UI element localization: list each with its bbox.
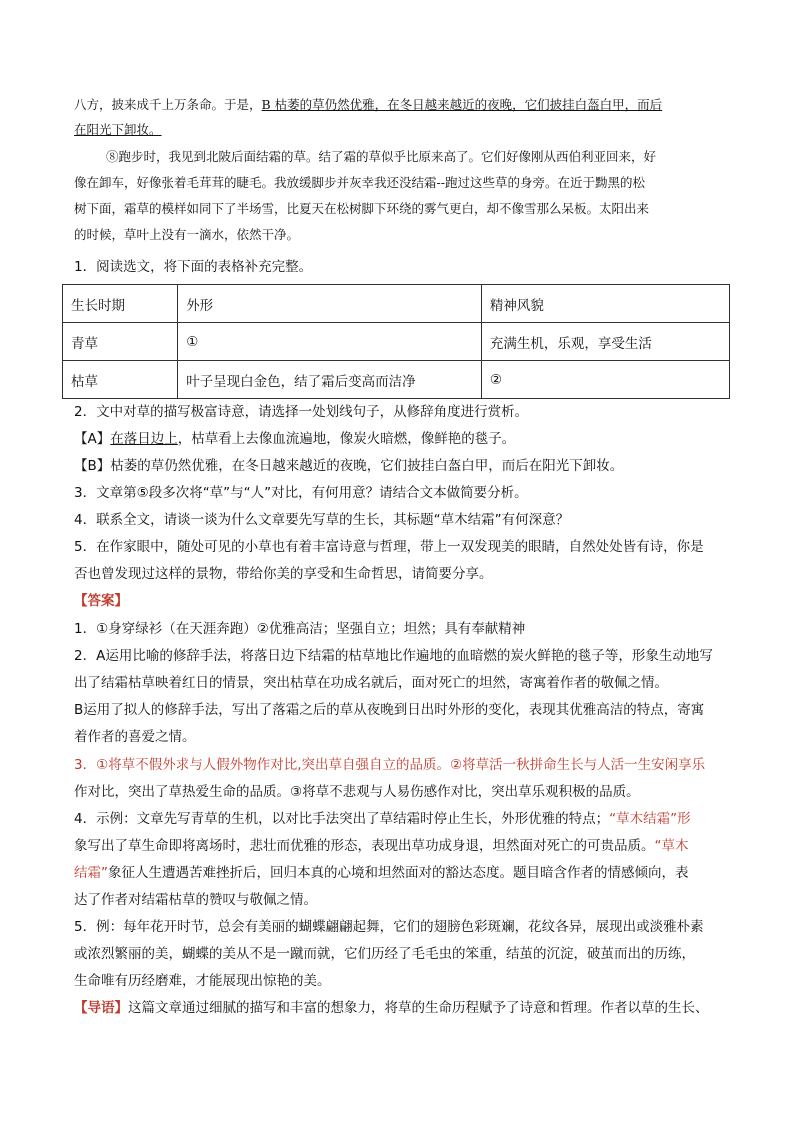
table-cell: 青草 bbox=[63, 323, 178, 361]
answer-4-cont: 达了作者对结霜枯草的赞叹与敬佩之情。 bbox=[74, 892, 317, 908]
answer-5-cont: 或浓烈繁丽的美，蝴蝶的美从不是一蹴而就，它们历经了毛毛虫的笨重，结茧的沉淀，破茧而出的历练， bbox=[74, 946, 695, 962]
table-header-cell: 精神风貌 bbox=[481, 285, 729, 323]
underlined-sentence-b: B 枯萎的草仍然优雅，在冬日越来越近的夜晚，它们披挂白盔白甲，而后 bbox=[261, 97, 663, 112]
answer-2: 2．A运用比喻的修辞手法，将落日边下结霜的枯草地比作遍地的血暗燃的炭火鲜艳的毯子等，形象生动地写 bbox=[74, 648, 713, 664]
answer-2-b: B运用了拟人的修辞手法，写出了落霜之后的草从夜晚到日出时外形的变化，表现其优雅高洁的特点，寄寓 bbox=[74, 702, 705, 718]
answer-4: 4．示例：文章先写青草的生机，以对比手法突出了草结霜时停止生长，外形优雅的特点；“草木结霜”形 bbox=[74, 811, 691, 827]
passage-line: 的时候，草叶上没有一滴水，依然干净。 bbox=[74, 227, 300, 242]
answer-5-cont: 生命唯有历经磨难，才能展现出惊艳的美。 bbox=[74, 973, 331, 989]
table-cell: 枯草 bbox=[63, 361, 178, 399]
answer-3-cont: 作对比，突出了草热爱生命的品质。③将草不悲观与人易伤感作对比，突出草乐观积极的品质。 bbox=[74, 784, 640, 800]
sentence-b: 【B】枯萎的草仍然优雅，在冬日越来越近的夜晚，它们披挂白盔白甲，而后在阳光下卸妆。 bbox=[74, 458, 624, 474]
answer-5: 5．例：每年花开时节，总会有美丽的蝴蝶翩翩起舞，它们的翅膀色彩斑斓，花纹各异，展现出或淡雅朴素 bbox=[74, 919, 704, 935]
answer-2-b-cont: 着作者的喜爱之情。 bbox=[74, 729, 196, 745]
question-3: 3．文章第⑤段多次将“草”与“人”对比，有何用意？请结合文本做简要分析。 bbox=[74, 485, 528, 501]
passage-line: 树下面，霜草的模样如同下了半场雪，比夏天在松树脚下环绕的雾气更白，却不像雪那么呆板。太阳出来 bbox=[74, 201, 650, 216]
answer-3: 3．①将草不假外求与人假外物作对比,突出草自强自立的品质。②将草活一秋拼命生长与人活一生安闲享乐 bbox=[74, 757, 706, 773]
answer-4-cont: 结霜”象征人生遭遇苦难挫折后，回归本真的心境和坦然面对的豁达态度。题目暗含作者的情感倾向，表 bbox=[74, 865, 689, 881]
table-cell: 充满生机，乐观，享受生活 bbox=[481, 323, 729, 361]
answer-1: 1．①身穿绿衫（在天涯奔跑）②优雅高洁；坚强自立；坦然；具有奉献精神 bbox=[74, 621, 526, 637]
passage-line: 八方，披来成千上万条命。于是，B 枯萎的草仍然优雅，在冬日越来越近的夜晚，它们披挂白盔白甲，而后 bbox=[74, 97, 663, 112]
table-cell: 叶子呈现白金色，结了霜后变高而洁净 bbox=[178, 361, 482, 399]
passage-paragraph-8: ⑧跑步时，我见到北陂后面结霜的草。结了霜的草似乎比原来高了。它们好像刚从西伯利亚回来，好 bbox=[106, 149, 657, 164]
table-header-cell: 生长时期 bbox=[63, 285, 178, 323]
table-row bbox=[63, 323, 730, 361]
question-1: 1．阅读选文，将下面的表格补充完整。 bbox=[74, 259, 313, 275]
answer-2-cont: 出了结霜枯草映着红日的情景，突出枯草在功成名就后，面对死亡的坦然，寄寓着作者的敬佩之情。 bbox=[74, 675, 668, 691]
table-header-cell: 外形 bbox=[178, 285, 482, 323]
answer-4-cont: 象写出了草生命即将离场时，悲壮而优雅的形态，表现出草功成身退，坦然面对死亡的可贵品质。“草木 bbox=[74, 838, 689, 854]
table-row bbox=[63, 361, 730, 399]
table-cell: ② bbox=[481, 361, 729, 399]
question-4: 4．联系全文，请谈一谈为什么文章要先写草的生长，其标题“草木结霜”有何深意？ bbox=[74, 512, 570, 528]
sentence-a: 【A】在落日边上，枯草看上去像血流遍地，像炭火暗燃，像鲜艳的毯子。 bbox=[74, 431, 516, 447]
question-5: 5．在作家眼中，随处可见的小草也有着丰富诗意与哲理，带上一双发现美的眼睛，自然处处皆有诗，你是 bbox=[74, 539, 704, 555]
guide-paragraph: 【导语】这篇文章通过细腻的描写和丰富的想象力，将草的生命历程赋予了诗意和哲理。作者以草的生长、 bbox=[74, 1000, 709, 1016]
table-cell: ① bbox=[178, 323, 482, 361]
answer-label: 【答案】 bbox=[74, 593, 128, 609]
question-2: 2．文中对草的描写极富诗意，请选择一处划线句子，从修辞角度进行赏析。 bbox=[74, 404, 529, 420]
answer-table bbox=[62, 284, 730, 399]
table-header-row bbox=[63, 285, 730, 323]
passage-line: 像在卸车，好像张着毛茸茸的睫毛。我放缓脚步并灰幸我还没结霜--跑过这些草的身旁。在近于黝黑的松 bbox=[74, 175, 645, 190]
passage-line: 在阳光下卸妆。 bbox=[74, 122, 162, 137]
question-5-cont: 否也曾发现过这样的景物，带给你美的享受和生命哲思，请简要分享。 bbox=[74, 566, 493, 582]
